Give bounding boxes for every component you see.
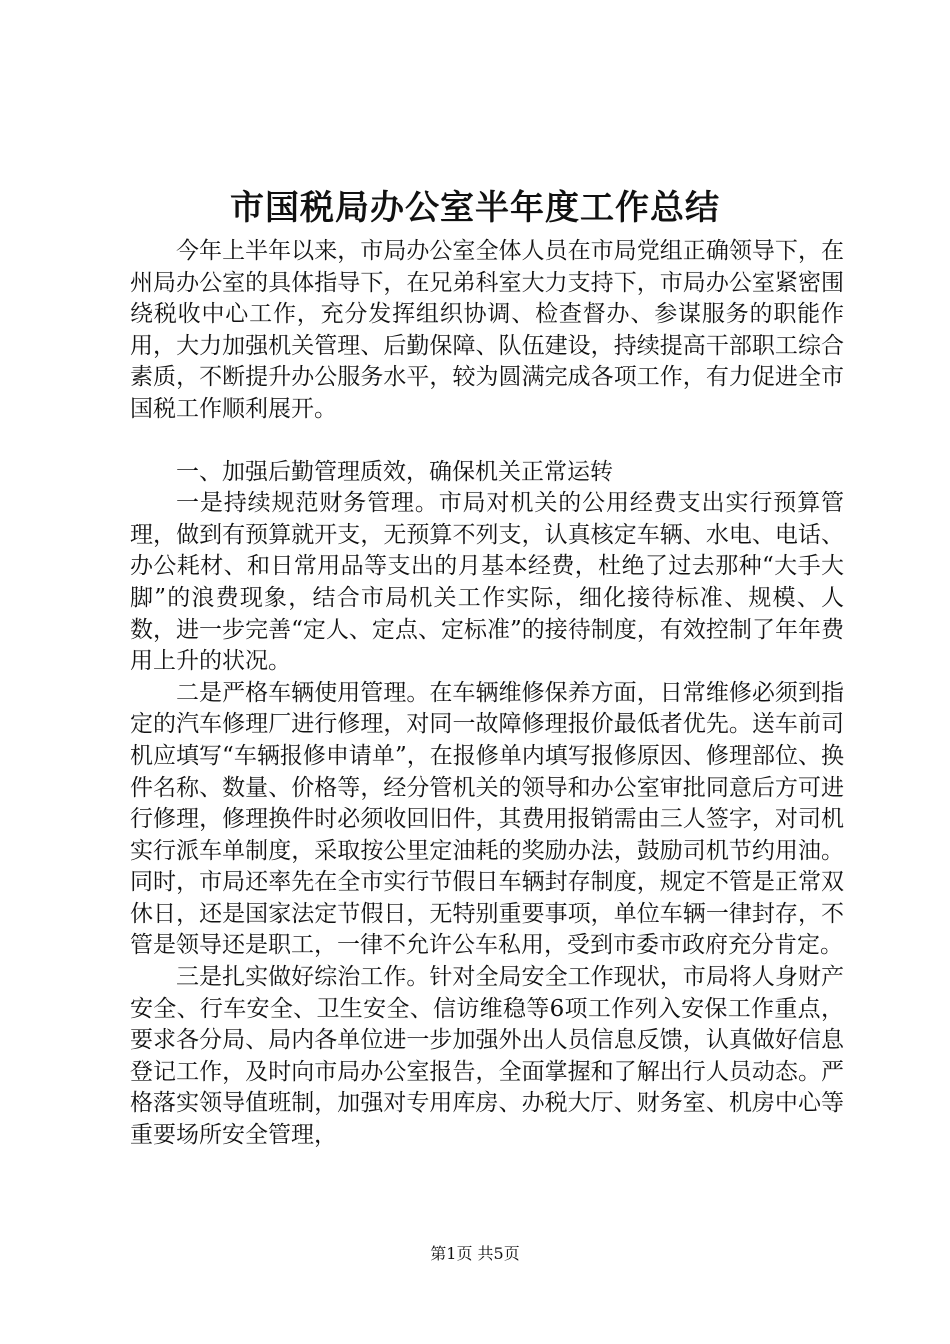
intro-paragraph: 今年上半年以来，市局办公室全体人员在市局党组正确领导下，在州局办公室的具体指导下，在兄弟科室大力支持下，市局办公室紧密围绕税收中心工作，充分发挥组织协调、检查督办、参谋服务的职能作用，大力加强机关管理、后勤保障、队伍建设，持续提高干部职工综合素质，不断提升办公服务水平，较为圆满完成各项工作，有力促进全市国税工作顺利展开。 [130, 238, 844, 422]
paragraph-gap [130, 426, 844, 457]
document-title: 市国税局办公室半年度工作总结 [230, 188, 720, 228]
paragraph-finance: 一是持续规范财务管理。市局对机关的公用经费支出实行预算管理，做到有预算就开支，无预算不列支，认真核定车辆、水电、电话、办公耗材、和日常用品等支出的月基本经费，杜绝了过去那种“大手大脚”的浪费现象，结合市局机关工作实际，细化接待标准、规模、人数，进一步完善“定人、定点、定标准”的接待制度，有效控制了年年费用上升的状况。 [130, 490, 844, 675]
document-body [130, 236, 844, 1152]
paragraph-security: 三是扎实做好综治工作。针对全局安全工作现状，市局将人身财产安全、行车安全、卫生安全、信访维稳等6项工作列入安保工作重点，要求各分局、局内各单位进一步加强外出人员信息反馈，认真做好信息登记工作，及时向市局办公室报告，全面掌握和了解出行人员动态。严格落实领导值班制，加强对专用库房、办税大厅、财务室、机房中心等重要场所安全管理， [130, 964, 844, 1149]
paragraph-vehicles: 二是严格车辆使用管理。在车辆维修保养方面，日常维修必须到指定的汽车修理厂进行修理，对同一故障修理报价最低者优先。送车前司机应填写“车辆报修申请单”，在报修单内填写报修原因、修理部位、换件名称、数量、价格等，经分管机关的领导和办公室审批同意后方可进行修理，修理换件时必须收回旧件，其费用报销需由三人签字，对司机实行派车单制度，采取按公里定油耗的奖励办法，鼓励司机节约用油。同时，市局还率先在全市实行节假日车辆封存制度，规定不管是正常双休日，还是国家法定节假日，无特别重要事项，单位车辆一律封存，不管是领导还是职工，一律不允许公车私用，受到市委市政府充分肯定。 [130, 679, 844, 959]
page-footer: 第1页 共5页 [430, 1244, 520, 1263]
section-heading: 一、加强后勤管理质效，确保机关正常运转 [176, 458, 613, 485]
